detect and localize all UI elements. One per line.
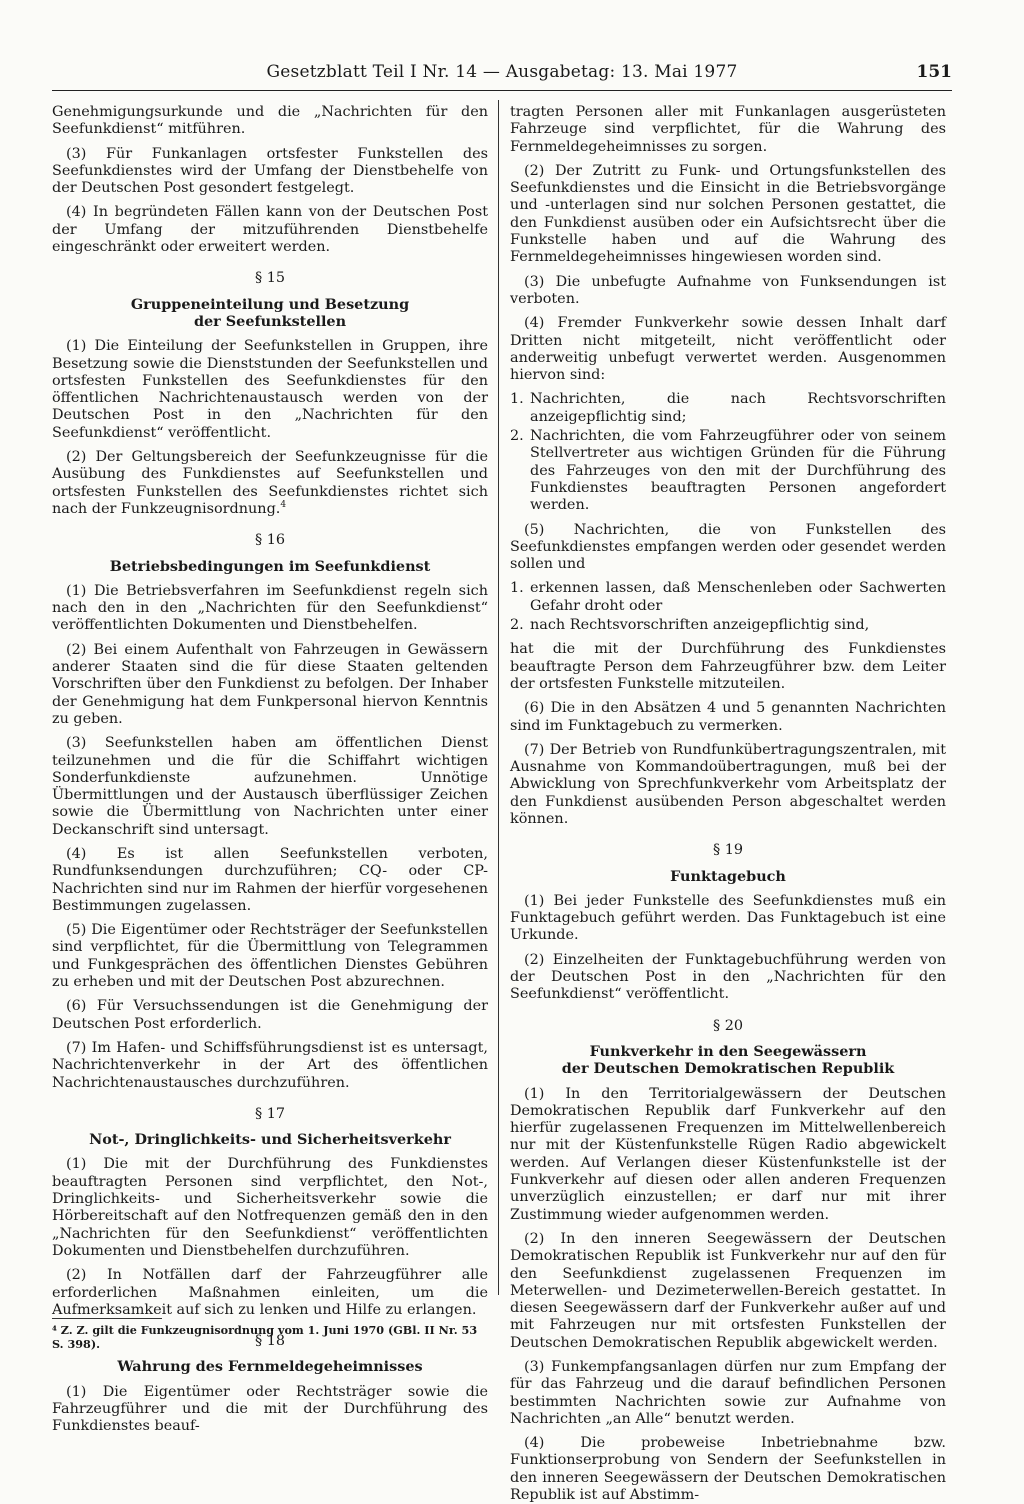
paragraph: (3) Funkempfangsanlagen dürfen nur zum Empfang der für das Fahrzeug und die darauf befindlichen Personen bestimmten Nachrichten sowie zur Aufnahme von Nachrichten „an Alle“ benutzt werden. xyxy=(510,1359,946,1427)
paragraph: (3) Für Funkanlagen ortsfester Funkstellen des Seefunkdienstes wird der Umfang der Dienstbehelfe von der Deutschen Post gesondert festgelegt. xyxy=(52,145,488,197)
paragraph: (1) Die Einteilung der Seefunkstellen in Gruppen, ihre Besetzung sowie die Dienststunden der Seefunkstellen und ortsfesten Funkstellen des Seefunkdienstes für den öffentlichen Nachrichtenaustausch werden von der Deutschen Post in den „Nachrichten für den Seefunkdienst“ veröffentlicht. xyxy=(52,338,488,441)
list-item-number: 1. xyxy=(510,391,524,408)
paragraph: (4) Die probeweise Inbetriebnahme bzw. Funktionserprobung von Sendern der Seefunkstellen in den inneren Seegewässern der Deutschen Demokratischen Republik ist auf Abstimm- xyxy=(510,1435,946,1504)
paragraph: (5) Die Eigentümer oder Rechtsträger der Seefunkstellen sind verpflichtet, für die Übermittlung von Telegrammen und Funkgesprächen des öffentlichen Dienstes Gebühren zu erheben und mit der Deutschen Post abzurechnen. xyxy=(52,922,488,991)
footnote-rule xyxy=(52,1318,162,1319)
paragraph: (1) Bei jeder Funkstelle des Seefunkdienstes muß ein Funktagebuch geführt werden. Das Funktagebuch ist eine Urkunde. xyxy=(510,892,946,944)
paragraph: (7) Der Betrieb von Rundfunkübertragungszentralen, mit Ausnahme von Kommandoübertragungen, muß bei der Abwicklung von Sprechfunkverkehr vom Arbeitsplatz der den Funkdienst ausübenden Person abgeschaltet werden können. xyxy=(510,741,946,827)
paragraph: (1) Die Betriebsverfahren im Seefunkdienst regeln sich nach den in den „Nachrichten für den Seefunkdienst“ veröffentlichten Dokumenten und Dienstbehelfen. xyxy=(52,582,488,634)
section-title xyxy=(52,296,488,331)
section-number: § 17 xyxy=(254,1105,286,1122)
section-title-line: Funkverkehr in den Seegewässern xyxy=(589,1042,867,1060)
list-item xyxy=(510,580,946,615)
paragraph: (2) Einzelheiten der Funktagebuchführung werden von der Deutschen Post in den „Nachrichten für den Seefunkdienst“ veröffentlicht. xyxy=(510,951,946,1003)
section-title: Betriebsbedingungen im Seefunkdienst xyxy=(109,557,431,575)
paragraph: (4) Fremder Funkverkehr sowie dessen Inhalt darf Dritten nicht mitgeteilt, nicht veröffentlicht oder anderweitig unbefugt verwertet werden. Ausgenommen hiervon sind: xyxy=(510,315,946,384)
list-item-number: 2. xyxy=(510,428,524,445)
section-number: § 15 xyxy=(254,270,286,287)
footnote-marker: 4 xyxy=(280,500,287,511)
paragraph: (2) Der Zutritt zu Funk- und Ortungsfunkstellen des Seefunkdienstes und die Einsicht in die Betriebsvorgänge und -unterlagen sind nur solchen Personen gestattet, die den Funkdienst ausüben oder ein Aufsichtsrecht über die Funkstelle haben und auf die Wahrung des Fernmeldegeheimnisses hingewiesen worden sind. xyxy=(510,162,946,266)
list-item-number: 2. xyxy=(510,617,524,634)
footnote: ⁴ Z. Z. gilt die Funkzeugnisordnung vom 1. Juni 1970 (GBl. II Nr. 53 S. 398). xyxy=(52,1323,478,1351)
list-item-text: Nachrichten, die nach Rechtsvorschriften anzeigepflichtig sind; xyxy=(530,391,946,425)
paragraph: (1) Die Eigentümer oder Rechtsträger sowie die Fahrzeugführer und die mit der Durchführung des Funkdienstes beauf- xyxy=(52,1383,488,1435)
paragraph: (1) In den Territorialgewässern der Deutschen Demokratischen Republik darf Funkverkehr auf den hierfür zugelassenen Frequenzen im Mittelwellenbereich nur mit der Küstenfunkstelle Rügen Radio abgewickelt werden. Auf Verlangen dieser Küstenfunkstelle ist der Funkverkehr auf diesen oder allen anderen Frequenzen unverzüglich einzustellen; er darf nur mit ihrer Zustimmung wieder aufgenommen werden. xyxy=(510,1085,946,1223)
right-column xyxy=(510,104,946,1504)
paragraph: (2) In Notfällen darf der Fahrzeugführer alle erforderlichen Maßnahmen einleiten, um die Aufmerksamkeit auf sich zu lenken und Hilfe zu erlangen. xyxy=(52,1267,488,1318)
paragraph: (2) Bei einem Aufenthalt von Fahrzeugen in Gewässern anderer Staaten sind die für diese Staaten geltenden Vorschriften über den Funkdienst zu befolgen. Der Inhaber der Genehmigung hat dem Funkpersonal hiervon Kenntnis zu geben. xyxy=(52,641,488,727)
page-header xyxy=(52,60,952,91)
paragraph: (1) Die mit der Durchführung des Funkdienstes beauftragten Personen sind verpflichtet, den Not-, Dringlichkeits- und Sicherheitsverkehr sowie die Hörbereitschaft auf den Notfrequenzen gemäß den in den „Nachrichten für den Seefunkdienst“ veröffentlichten Dokumenten und Dienstbehelfen durchzuführen. xyxy=(52,1156,488,1259)
section-title-line: der Deutschen Demokratischen Republik xyxy=(561,1060,895,1078)
list-item xyxy=(510,617,946,634)
section-title xyxy=(510,1043,946,1078)
paragraph: (3) Die unbefugte Aufnahme von Funksendungen ist verboten. xyxy=(510,273,946,307)
list-item-text: erkennen lassen, daß Menschenleben oder Sachwerten Gefahr droht oder xyxy=(530,580,946,614)
paragraph: (5) Nachrichten, die von Funkstellen des Seefunkdienstes empfangen werden oder gesendet werden sollen und xyxy=(510,521,946,573)
section-title: Wahrung des Fernmeldegeheimnisses xyxy=(117,1358,423,1376)
numbered-list xyxy=(510,391,946,514)
paragraph xyxy=(52,449,488,518)
paragraph: (6) Für Versuchssendungen ist die Genehmigung der Deutschen Post erforderlich. xyxy=(52,998,488,1032)
header-title: Gesetzblatt Teil I Nr. 14 — Ausgabetag: 13. Mai 1977 xyxy=(266,62,738,82)
paragraph: (7) Im Hafen- und Schiffsführungsdienst ist es untersagt, Nachrichtenverkehr in der Art des öffentlichen Nachrichtenaustausches durchzuführen. xyxy=(52,1039,488,1091)
column-divider xyxy=(498,100,499,1295)
paragraph: (4) Es ist allen Seefunkstellen verboten, Rundfunksendungen durchzuführen; CQ- oder CP-Nachrichten sind nur im Rahmen der hierfür vorgesehenen Bestimmungen zugelassen. xyxy=(52,845,488,914)
page-number: 151 xyxy=(916,62,952,82)
section-number: § 20 xyxy=(712,1017,744,1034)
paragraph: hat die mit der Durchführung des Funkdienstes beauftragte Person dem Fahrzeugführer bzw. dem Leiter der ortsfesten Funkstelle mitzuteilen. xyxy=(510,641,946,692)
section-number: § 19 xyxy=(712,842,744,859)
section-title-line: der Seefunkstellen xyxy=(193,312,347,330)
section-number: § 16 xyxy=(254,532,286,549)
paragraph: (3) Seefunkstellen haben am öffentlichen Dienst teilzunehmen und die für die Schiffahrt wichtigen Sonderfunkdienste aufzunehmen. Unnötige Übermittlungen und der Austausch überflüssiger Zeichen sowie die Übermittlung von Nachrichten unter einer Deckanschrift sind untersagt. xyxy=(52,735,488,838)
list-item-text: Nachrichten, die vom Fahrzeugführer oder von seinem Stellvertreter aus wichtigen Gründen für die Führung des Fahrzeuges von den mit der Durchführung des Funkdienstes beauftragten Personen angefordert werden. xyxy=(530,428,946,514)
paragraph: Genehmigungsurkunde und die „Nachrichten für den Seefunkdienst“ mitführen. xyxy=(52,104,488,138)
section-title: Funktagebuch xyxy=(670,867,786,885)
paragraph: (2) In den inneren Seegewässern der Deutschen Demokratischen Republik ist Funkverkehr nur auf den für den Seefunkdienst zugelassenen Frequenzen im Meterwellen- und Dezimeterwellen-Bereich gestattet. In diesen Seegewässern darf der Funkverkehr außer auf und mit Fahrzeugen nur mit ortsfesten Funkstellen der Deutschen Demokratischen Republik abgewickelt werden. xyxy=(510,1230,946,1351)
paragraph: (6) Die in den Absätzen 4 und 5 genannten Nachrichten sind im Funktagebuch zu vermerken. xyxy=(510,700,946,734)
paragraph-text: (2) Der Geltungsbereich der Seefunkzeugnisse für die Ausübung des Funkdienstes auf Seefunkstellen und ortsfesten Funkstellen des Seefunkdienstes richtet sich nach der Funkzeugnisordnung. xyxy=(52,449,488,517)
list-item xyxy=(510,391,946,426)
paragraph: (4) In begründeten Fällen kann von der Deutschen Post der Umfang der mitzuführenden Dienstbehelfe eingeschränkt oder erweitert werden. xyxy=(52,204,488,256)
list-item-text: nach Rechtsvorschriften anzeigepflichtig sind, xyxy=(530,617,870,634)
section-number: § 18 xyxy=(254,1333,286,1350)
numbered-list xyxy=(510,580,946,634)
section-title: Not-, Dringlichkeits- und Sicherheitsverkehr xyxy=(89,1131,451,1149)
section-title-line: Gruppeneinteilung und Besetzung xyxy=(130,295,410,313)
list-item xyxy=(510,428,946,514)
paragraph: tragten Personen aller mit Funkanlagen ausgerüsteten Fahrzeuge sind verpflichtet, für die Wahrung des Fernmeldegeheimnisses zu sorgen. xyxy=(510,104,946,155)
list-item-number: 1. xyxy=(510,580,524,597)
